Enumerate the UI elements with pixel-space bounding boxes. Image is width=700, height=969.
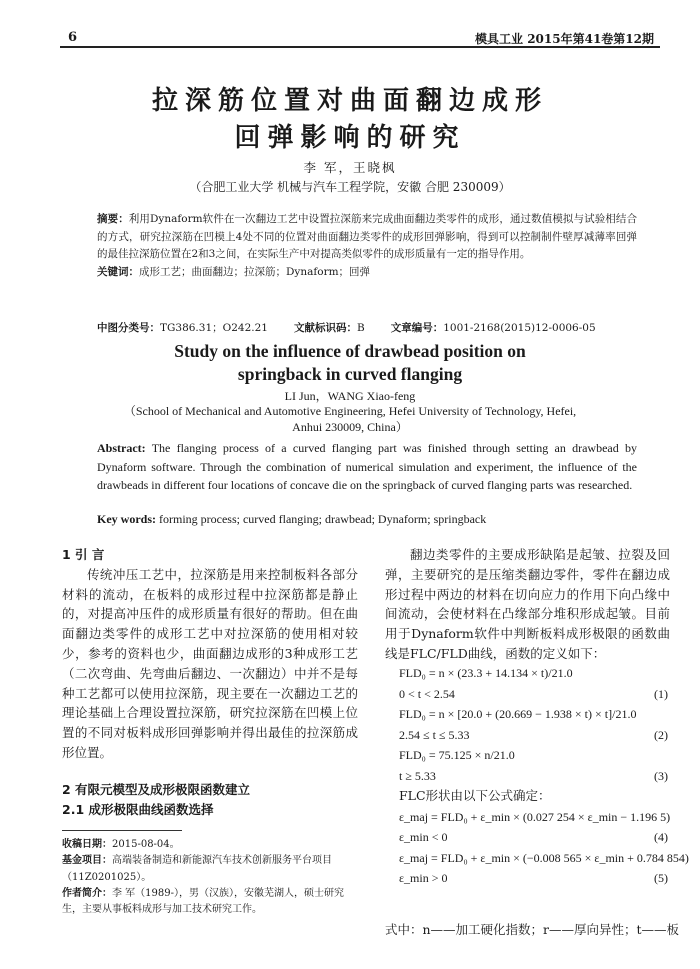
title-cn-line2: 回弹影响的研究 bbox=[234, 123, 466, 153]
title-cn-line1: 拉深筋位置对曲面翻边成形 bbox=[151, 86, 548, 116]
author-bio: 李 军（1989-），男（汉族），安徽芜湖人，硕士研究生，主要从事板料成形与加工技术研究工作。 bbox=[62, 887, 345, 916]
footnotes: 收稿日期：2015-08-04。 基金项目：高端装备制造和新能源汽车技术创新服务平台项目（11Z0201025）。 作者简介：李 军（1989-），男（汉族），安徽芜湖人，硕士研究生，主要从事板料成形与加工技术研究工作。 bbox=[62, 839, 345, 916]
section1-paragraph: 传统冲压工艺中，拉深筋是用来控制板料各部分材料的流动，在板料的成形过程中拉深筋都是静止的，对提高冲压件的成形质量有很好的帮助。但在曲面翻边类零件的成形工艺中对拉深筋的使用相对较少，参考的资料也少，曲面翻边成形的3种成形工艺（二次弯曲、先弯曲后翻边、一次翻边）中并不是每种工艺都可以使用拉深筋，现主要在一次翻边工艺的理论基础上合理设置拉深筋，研究拉深筋在凹模上位置的不同对板料成形回弹影响并得出最佳的拉深筋成形位置。 bbox=[62, 566, 358, 760]
right-paragraph: 翻边类零件的主要成形缺陷是起皱、拉裂及回弹，主要研究的是压缩类翻边零件，零件在翻边成形过程中两边的材料在切向应力的作用下向凸缘中间流动，会使材料在凸缘部分堆积形成起皱。目前用于Dynaform软件中判断板料成形极限的函数曲线是FLC/FLD曲线，函数的定义如下： bbox=[385, 547, 670, 661]
received-date: 2015-08-04。 bbox=[112, 839, 180, 850]
formula-row: t ≥ 5.33 (3) bbox=[399, 768, 668, 783]
clc-number: TG386.31；O242.21 bbox=[160, 322, 268, 334]
variable-definitions: 式中：n——加工硬化指数；r——厚向异性；t——板 bbox=[385, 922, 680, 937]
keywords-cn-text: 成形工艺；曲面翻边；拉深筋；Dynaform；回弹 bbox=[139, 265, 371, 278]
authors-en: LI Jun，WANG Xiao-feng bbox=[284, 389, 416, 403]
keywords-en-text: forming process; curved flanging; drawbead; Dynaform; springback bbox=[159, 512, 487, 526]
keywords-en bbox=[97, 512, 637, 527]
abstract-en-text: The flanging process of a curved flanging part was finished through setting an drawbead by Dynaform software. Through the combination of numerical simulation and experiment, the influence of the drawbeads in different four locations of concave die on the springback of curved flanging parts was researched. bbox=[97, 441, 637, 492]
title-en-line2: springback in curved flanging bbox=[237, 364, 463, 384]
flc-intro: FLC形状由以下公式确定： bbox=[399, 788, 551, 803]
section2-heading: 2 有限元模型及成形极限函数建立 bbox=[62, 782, 251, 797]
formula-block bbox=[385, 663, 689, 889]
formula-row: FLD₀ = n × (23.3 + 14.134 × t)/21.0 bbox=[399, 666, 573, 680]
section2-block bbox=[62, 780, 358, 820]
document-code: B bbox=[356, 322, 365, 334]
right-column bbox=[385, 545, 670, 664]
formula-row: ε_maj = FLD₀ + ε_min × (0.027 254 × ε_min − 1.196 5) bbox=[399, 809, 671, 824]
keywords-en-label: Key words: bbox=[97, 512, 156, 526]
running-header bbox=[60, 30, 660, 48]
title-en-line1: Study on the influence of drawbead position on bbox=[174, 341, 526, 361]
section1-heading: 1 引 言 bbox=[62, 547, 105, 562]
formula-row: 0 < t < 2.54 (1) bbox=[399, 686, 668, 701]
page-number: 6 bbox=[68, 30, 78, 45]
classification-line: 中图分类号：TG386.31；O242.21 文献标识码：B 文章编号：1001-2168(2015)12-0006-05 bbox=[97, 322, 596, 334]
formula-row: 2.54 ≤ t ≤ 5.33 (2) bbox=[399, 727, 668, 742]
keywords-cn-label: 关键词： bbox=[97, 265, 139, 278]
article-number: 1001-2168(2015)12-0006-05 bbox=[443, 322, 596, 334]
formula-row: ε_maj = FLD₀ + ε_min × (−0.008 565 × ε_min + 0.784 854) bbox=[399, 850, 689, 865]
formula-row: FLD₀ = n × [20.0 + (20.669 − 1.938 × t) × t]/21.0 bbox=[399, 707, 637, 721]
authors-cn: 李 军，王晓枫 bbox=[303, 160, 397, 175]
affiliation-cn: （合肥工业大学 机械与汽车工程学院，安徽 合肥 230009） bbox=[189, 180, 511, 194]
formula-row: FLD₀ = 75.125 × n/21.0 bbox=[399, 748, 515, 762]
affiliation-en: （School of Mechanical and Automotive Engineering, Hefei University of Technology, Hefei, Anhui 230009, China） bbox=[123, 404, 577, 434]
abstract-en bbox=[97, 439, 637, 495]
left-column bbox=[62, 545, 358, 763]
formula-row: ε_min < 0 (4) bbox=[399, 830, 668, 844]
journal-info: 模具工业 2015年第41卷第12期 bbox=[475, 32, 654, 46]
fund-info: 高端装备制造和新能源汽车技术创新服务平台项目（11Z0201025）。 bbox=[62, 855, 332, 883]
formula-row: ε_min > 0 (5) bbox=[399, 871, 668, 885]
abstract-cn-label: 摘要： bbox=[97, 213, 129, 225]
section2-1-heading: 2.1 成形极限曲线函数选择 bbox=[62, 802, 214, 817]
footnote-divider bbox=[62, 830, 182, 831]
abstract-en-label: Abstract: bbox=[97, 441, 146, 455]
abstract-cn-text: 利用Dynaform软件在一次翻边工艺中设置拉深筋来完成曲面翻边类零件的成形，通过数值模拟与试验相结合的方式，研究拉深筋在凹模上4处不同的位置对曲面翻边类零件的成形回弹影响，得到可以控制制件壁厚减薄率回弹的最佳拉深筋位置在2和3之间，在实际生产中对提高类似零件的成形质量有一定的指导作用。 bbox=[97, 213, 637, 260]
abstract-cn bbox=[97, 211, 637, 281]
